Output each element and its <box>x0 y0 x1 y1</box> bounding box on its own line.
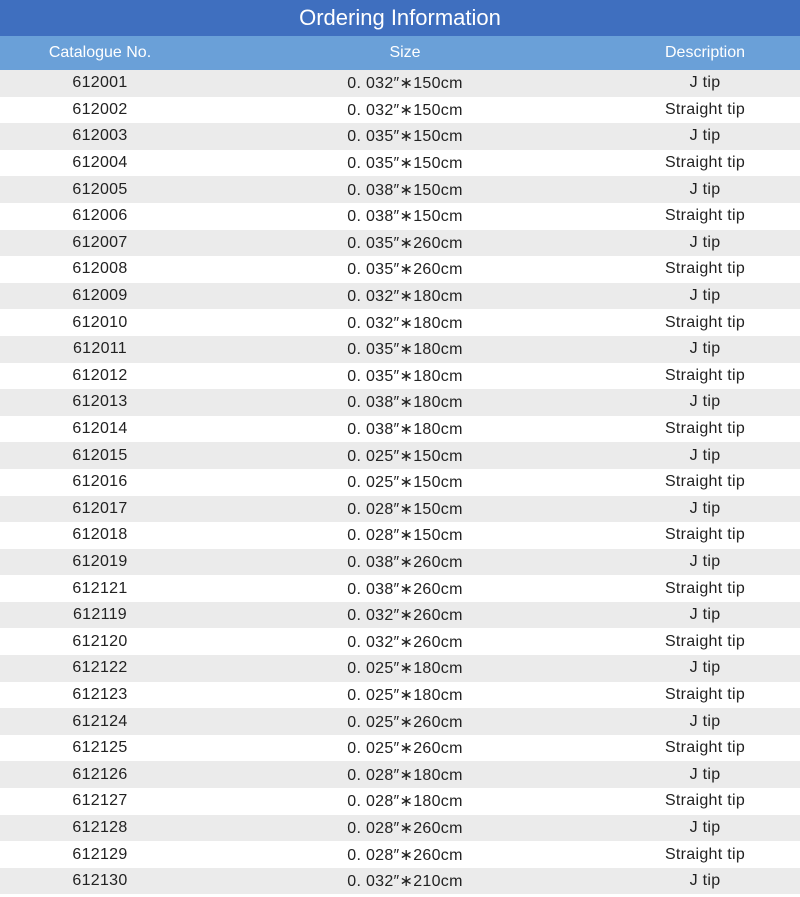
header-catalogue: Catalogue No. <box>48 44 152 61</box>
cell-catalogue: 612009 <box>72 287 128 305</box>
cell-size: 0. 032″∗150cm <box>347 101 463 119</box>
cell-size: 0. 028″∗260cm <box>347 846 463 864</box>
cell-description: J tip <box>689 127 721 145</box>
cell-size: 0. 038″∗260cm <box>347 553 463 571</box>
cell-size: 0. 028″∗150cm <box>347 500 463 518</box>
cell-catalogue: 612122 <box>72 659 128 677</box>
table-row <box>0 815 800 842</box>
cell-size: 0. 038″∗180cm <box>347 421 463 439</box>
cell-description: J tip <box>689 233 721 251</box>
cell-catalogue: 612130 <box>72 872 128 890</box>
table-row <box>0 788 800 815</box>
cell-size: 0. 032″∗180cm <box>347 314 463 332</box>
cell-description: J tip <box>689 393 721 411</box>
cell-description: J tip <box>689 552 721 570</box>
table-row <box>0 682 800 709</box>
cell-description: Straight tip <box>664 366 746 384</box>
cell-description: Straight tip <box>664 420 746 438</box>
header-size: Size <box>389 44 421 61</box>
table-row <box>0 442 800 469</box>
table-body <box>0 70 800 894</box>
cell-catalogue: 612008 <box>72 260 128 278</box>
cell-description: Straight tip <box>664 100 746 118</box>
table-row <box>0 283 800 310</box>
cell-size: 0. 035″∗260cm <box>347 234 463 252</box>
cell-catalogue: 612013 <box>72 393 128 411</box>
cell-description: J tip <box>689 340 721 358</box>
cell-catalogue: 612010 <box>72 313 128 331</box>
cell-size: 0. 025″∗260cm <box>347 713 463 731</box>
cell-size: 0. 025″∗260cm <box>347 740 463 758</box>
cell-catalogue: 612120 <box>72 632 128 650</box>
cell-size: 0. 025″∗150cm <box>347 447 463 465</box>
table-header <box>0 36 800 70</box>
cell-description: J tip <box>689 446 721 464</box>
cell-description: Straight tip <box>664 579 746 597</box>
cell-description: J tip <box>689 659 721 677</box>
table-row <box>0 549 800 576</box>
table-row <box>0 150 800 177</box>
cell-catalogue: 612127 <box>72 792 128 810</box>
cell-catalogue: 612003 <box>72 127 128 145</box>
table-row <box>0 256 800 283</box>
cell-size: 0. 035″∗180cm <box>347 341 463 359</box>
cell-catalogue: 612123 <box>72 685 128 703</box>
cell-size: 0. 028″∗150cm <box>347 527 463 545</box>
cell-catalogue: 612129 <box>72 845 128 863</box>
cell-size: 0. 028″∗180cm <box>347 793 463 811</box>
table-row <box>0 363 800 390</box>
cell-size: 0. 035″∗150cm <box>347 155 463 173</box>
table-row <box>0 841 800 868</box>
cell-description: Straight tip <box>664 207 746 225</box>
table-row <box>0 868 800 895</box>
cell-description: J tip <box>689 765 721 783</box>
cell-size: 0. 035″∗260cm <box>347 261 463 279</box>
table-row <box>0 761 800 788</box>
cell-catalogue: 612005 <box>72 180 128 198</box>
table-row <box>0 230 800 257</box>
cell-size: 0. 032″∗260cm <box>347 633 463 651</box>
cell-size: 0. 025″∗150cm <box>347 474 463 492</box>
cell-catalogue: 612011 <box>72 340 127 358</box>
cell-description: Straight tip <box>664 313 746 331</box>
cell-size: 0. 035″∗180cm <box>347 367 463 385</box>
table-row <box>0 496 800 523</box>
cell-description: Straight tip <box>664 685 746 703</box>
cell-description: Straight tip <box>664 260 746 278</box>
cell-catalogue: 612007 <box>72 233 128 251</box>
cell-description: J tip <box>689 180 721 198</box>
table-row <box>0 602 800 629</box>
cell-description: Straight tip <box>664 845 746 863</box>
cell-catalogue: 612016 <box>72 473 128 491</box>
cell-description: Straight tip <box>664 739 746 757</box>
cell-description: J tip <box>689 818 721 836</box>
table-row <box>0 70 800 97</box>
table-row <box>0 97 800 124</box>
cell-description: Straight tip <box>664 526 746 544</box>
cell-size: 0. 038″∗180cm <box>347 394 463 412</box>
table-row <box>0 309 800 336</box>
table-row <box>0 416 800 443</box>
table-row <box>0 336 800 363</box>
cell-description: J tip <box>689 74 721 92</box>
cell-size: 0. 038″∗150cm <box>347 181 463 199</box>
cell-catalogue: 612014 <box>72 420 128 438</box>
header-description: Description <box>664 44 746 61</box>
cell-size: 0. 035″∗150cm <box>347 128 463 146</box>
cell-catalogue: 612006 <box>72 207 128 225</box>
cell-size: 0. 032″∗260cm <box>347 607 463 625</box>
table-row <box>0 628 800 655</box>
cell-size: 0. 028″∗260cm <box>347 819 463 837</box>
cell-catalogue: 612126 <box>72 765 128 783</box>
cell-size: 0. 025″∗180cm <box>347 660 463 678</box>
cell-description: J tip <box>689 606 721 624</box>
cell-catalogue: 612002 <box>72 100 128 118</box>
cell-catalogue: 612119 <box>72 606 127 624</box>
cell-catalogue: 612124 <box>72 712 128 730</box>
cell-catalogue: 612017 <box>72 499 128 517</box>
table-row <box>0 389 800 416</box>
table-row <box>0 176 800 203</box>
cell-size: 0. 032″∗180cm <box>347 288 463 306</box>
table-row <box>0 575 800 602</box>
table-row <box>0 469 800 496</box>
cell-size: 0. 032″∗150cm <box>347 75 463 93</box>
cell-size: 0. 025″∗180cm <box>347 686 463 704</box>
cell-description: Straight tip <box>664 473 746 491</box>
cell-catalogue: 612128 <box>72 818 128 836</box>
cell-size: 0. 032″∗210cm <box>347 873 463 891</box>
table-row <box>0 203 800 230</box>
cell-catalogue: 612125 <box>72 739 128 757</box>
table-row <box>0 522 800 549</box>
cell-catalogue: 612018 <box>72 526 128 544</box>
cell-catalogue: 612121 <box>72 579 128 597</box>
cell-description: Straight tip <box>664 632 746 650</box>
cell-catalogue: 612015 <box>72 446 128 464</box>
cell-size: 0. 028″∗180cm <box>347 766 463 784</box>
cell-catalogue: 612001 <box>72 74 128 92</box>
cell-description: J tip <box>689 872 721 890</box>
cell-size: 0. 038″∗260cm <box>347 580 463 598</box>
table-title: Ordering Information <box>0 0 800 36</box>
cell-description: J tip <box>689 287 721 305</box>
cell-description: J tip <box>689 499 721 517</box>
cell-catalogue: 612004 <box>72 154 128 172</box>
cell-catalogue: 612019 <box>72 552 128 570</box>
cell-description: J tip <box>689 712 721 730</box>
table-row <box>0 655 800 682</box>
cell-description: Straight tip <box>664 792 746 810</box>
table-row <box>0 735 800 762</box>
cell-catalogue: 612012 <box>72 366 128 384</box>
cell-description: Straight tip <box>664 154 746 172</box>
cell-size: 0. 038″∗150cm <box>347 208 463 226</box>
table-row <box>0 123 800 150</box>
table-row <box>0 708 800 735</box>
